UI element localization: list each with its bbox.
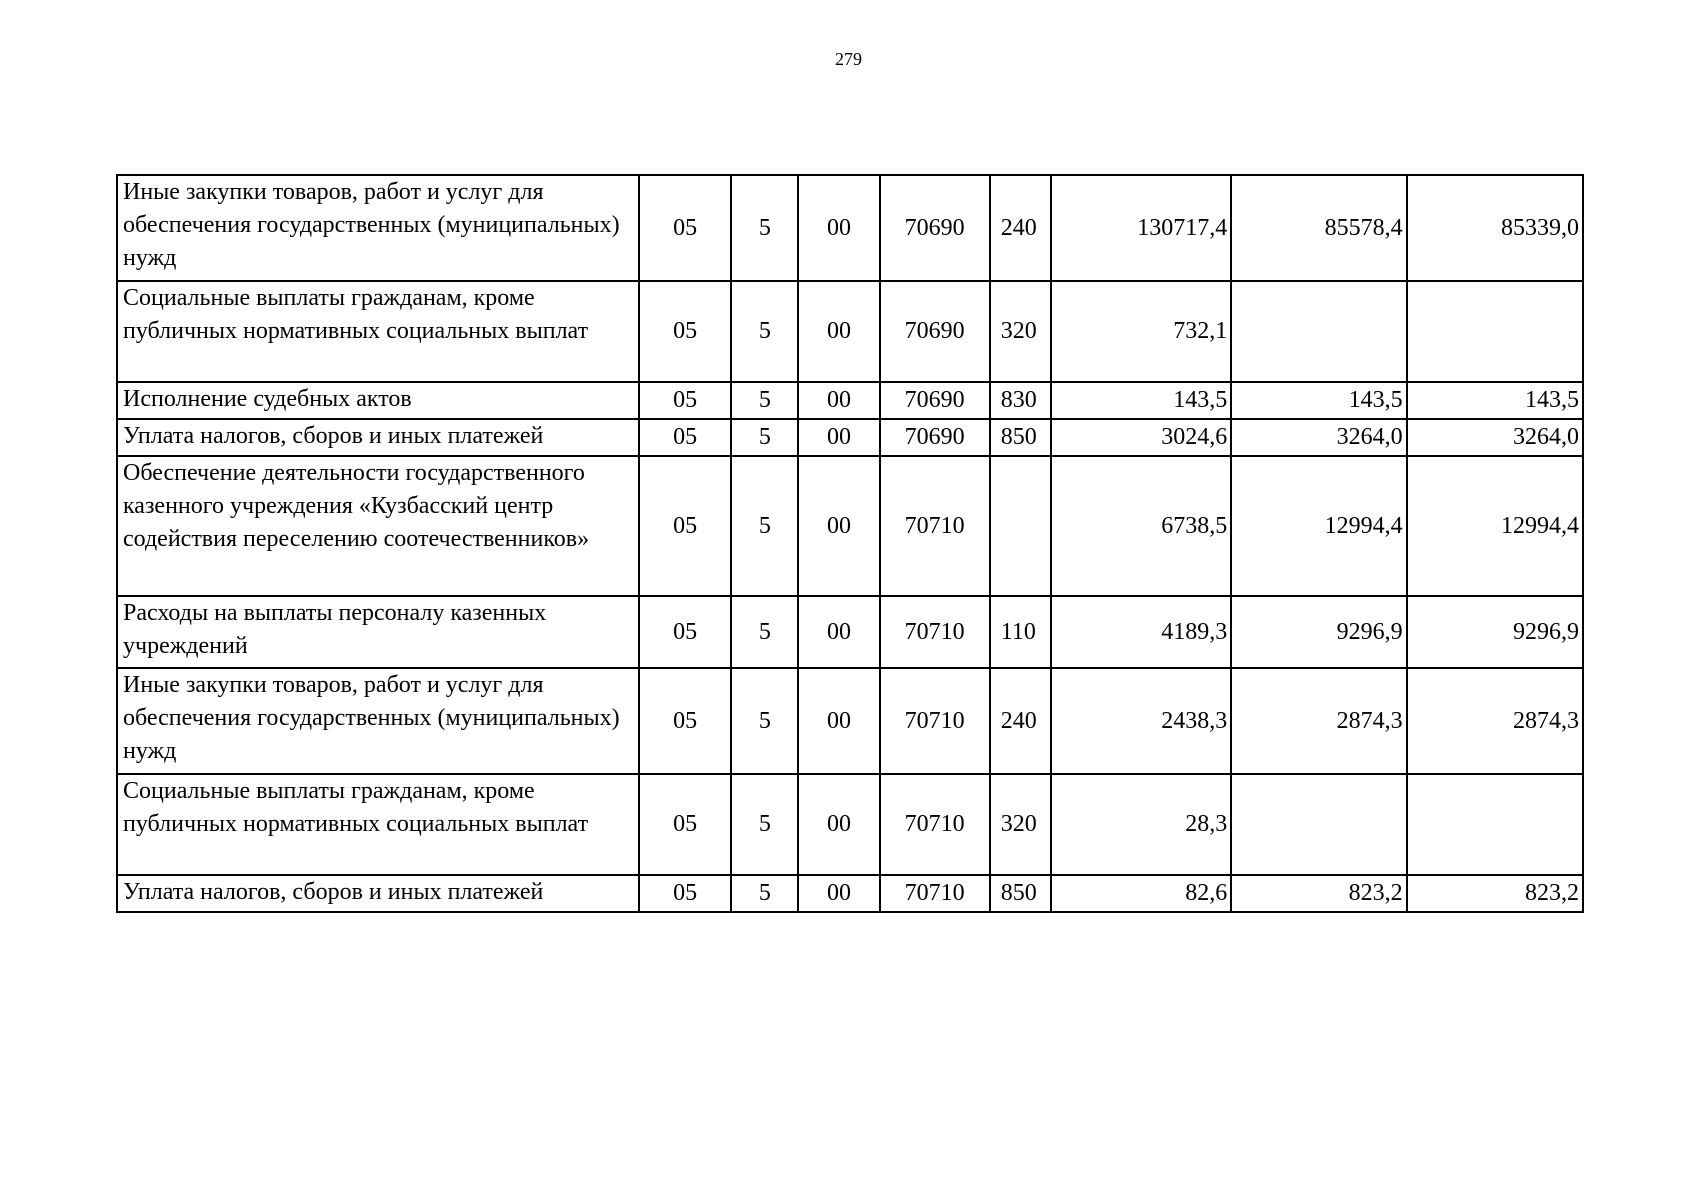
table-row: [117, 668, 1583, 774]
table-row: [117, 596, 1583, 668]
expense-type-code: 240: [990, 175, 1051, 281]
section-code: 05: [639, 382, 731, 419]
amount-2: [1231, 774, 1406, 875]
expense-name: Уплата налогов, сборов и иных платежей: [117, 875, 639, 912]
direction-code: 70690: [880, 382, 990, 419]
program-code: 5: [731, 668, 798, 774]
amount-1: 732,1: [1051, 281, 1231, 382]
table-row: [117, 382, 1583, 419]
program-code: 5: [731, 774, 798, 875]
amount-2: 9296,9: [1231, 596, 1406, 668]
section-code: 05: [639, 175, 731, 281]
table-row: [117, 175, 1583, 281]
expense-type-code: 850: [990, 875, 1051, 912]
program-code: 5: [731, 456, 798, 596]
amount-1: 143,5: [1051, 382, 1231, 419]
direction-code: 70710: [880, 668, 990, 774]
expense-name: Исполнение судебных актов: [117, 382, 639, 419]
subprogram-code: 00: [798, 774, 879, 875]
program-code: 5: [731, 596, 798, 668]
amount-3: [1407, 281, 1583, 382]
direction-code: 70690: [880, 419, 990, 456]
expense-name: Иные закупки товаров, работ и услуг для обеспечения государственных (муниципальных) нужд: [117, 175, 639, 281]
section-code: 05: [639, 774, 731, 875]
program-code: 5: [731, 875, 798, 912]
amount-1: 4189,3: [1051, 596, 1231, 668]
direction-code: 70710: [880, 596, 990, 668]
amount-2: 85578,4: [1231, 175, 1406, 281]
expense-type-code: 110: [990, 596, 1051, 668]
subprogram-code: 00: [798, 875, 879, 912]
subprogram-code: 00: [798, 281, 879, 382]
expense-name: Расходы на выплаты персоналу казенных учреждений: [117, 596, 639, 668]
expense-name: Социальные выплаты гражданам, кроме публичных нормативных социальных выплат: [117, 281, 639, 382]
section-code: 05: [639, 456, 731, 596]
subprogram-code: 00: [798, 668, 879, 774]
amount-2: [1231, 281, 1406, 382]
amount-3: 9296,9: [1407, 596, 1583, 668]
expense-name: Иные закупки товаров, работ и услуг для обеспечения государственных (муниципальных) нужд: [117, 668, 639, 774]
amount-2: 143,5: [1231, 382, 1406, 419]
expense-name: Социальные выплаты гражданам, кроме публичных нормативных социальных выплат: [117, 774, 639, 875]
amount-1: 82,6: [1051, 875, 1231, 912]
amount-2: 3264,0: [1231, 419, 1406, 456]
amount-3: 2874,3: [1407, 668, 1583, 774]
direction-code: 70690: [880, 175, 990, 281]
amount-2: 823,2: [1231, 875, 1406, 912]
amount-2: 12994,4: [1231, 456, 1406, 596]
expense-type-code: 320: [990, 281, 1051, 382]
amount-3: [1407, 774, 1583, 875]
program-code: 5: [731, 419, 798, 456]
direction-code: 70710: [880, 456, 990, 596]
expense-type-code: 850: [990, 419, 1051, 456]
expense-type-code: 320: [990, 774, 1051, 875]
amount-3: 3264,0: [1407, 419, 1583, 456]
direction-code: 70710: [880, 774, 990, 875]
direction-code: 70690: [880, 281, 990, 382]
table-row: [117, 875, 1583, 912]
subprogram-code: 00: [798, 382, 879, 419]
amount-1: 6738,5: [1051, 456, 1231, 596]
amount-1: 2438,3: [1051, 668, 1231, 774]
amount-3: 85339,0: [1407, 175, 1583, 281]
section-code: 05: [639, 875, 731, 912]
subprogram-code: 00: [798, 596, 879, 668]
expense-name: Уплата налогов, сборов и иных платежей: [117, 419, 639, 456]
table-row: [117, 774, 1583, 875]
subprogram-code: 00: [798, 456, 879, 596]
program-code: 5: [731, 175, 798, 281]
expense-type-code: 240: [990, 668, 1051, 774]
program-code: 5: [731, 382, 798, 419]
subprogram-code: 00: [798, 419, 879, 456]
direction-code: 70710: [880, 875, 990, 912]
amount-3: 823,2: [1407, 875, 1583, 912]
subprogram-code: 00: [798, 175, 879, 281]
program-code: 5: [731, 281, 798, 382]
expense-name: Обеспечение деятельности государственного казенного учреждения «Кузбасский центр содействия переселению соотечественников»: [117, 456, 639, 596]
table-row: [117, 281, 1583, 382]
amount-1: 28,3: [1051, 774, 1231, 875]
amount-1: 130717,4: [1051, 175, 1231, 281]
page-number: 279: [835, 49, 862, 69]
section-code: 05: [639, 419, 731, 456]
amount-3: 143,5: [1407, 382, 1583, 419]
table-row: [117, 456, 1583, 596]
section-code: 05: [639, 596, 731, 668]
amount-3: 12994,4: [1407, 456, 1583, 596]
amount-2: 2874,3: [1231, 668, 1406, 774]
expense-type-code: [990, 456, 1051, 596]
amount-1: 3024,6: [1051, 419, 1231, 456]
table-row: [117, 419, 1583, 456]
expense-type-code: 830: [990, 382, 1051, 419]
section-code: 05: [639, 668, 731, 774]
section-code: 05: [639, 281, 731, 382]
budget-table: [116, 174, 1584, 913]
